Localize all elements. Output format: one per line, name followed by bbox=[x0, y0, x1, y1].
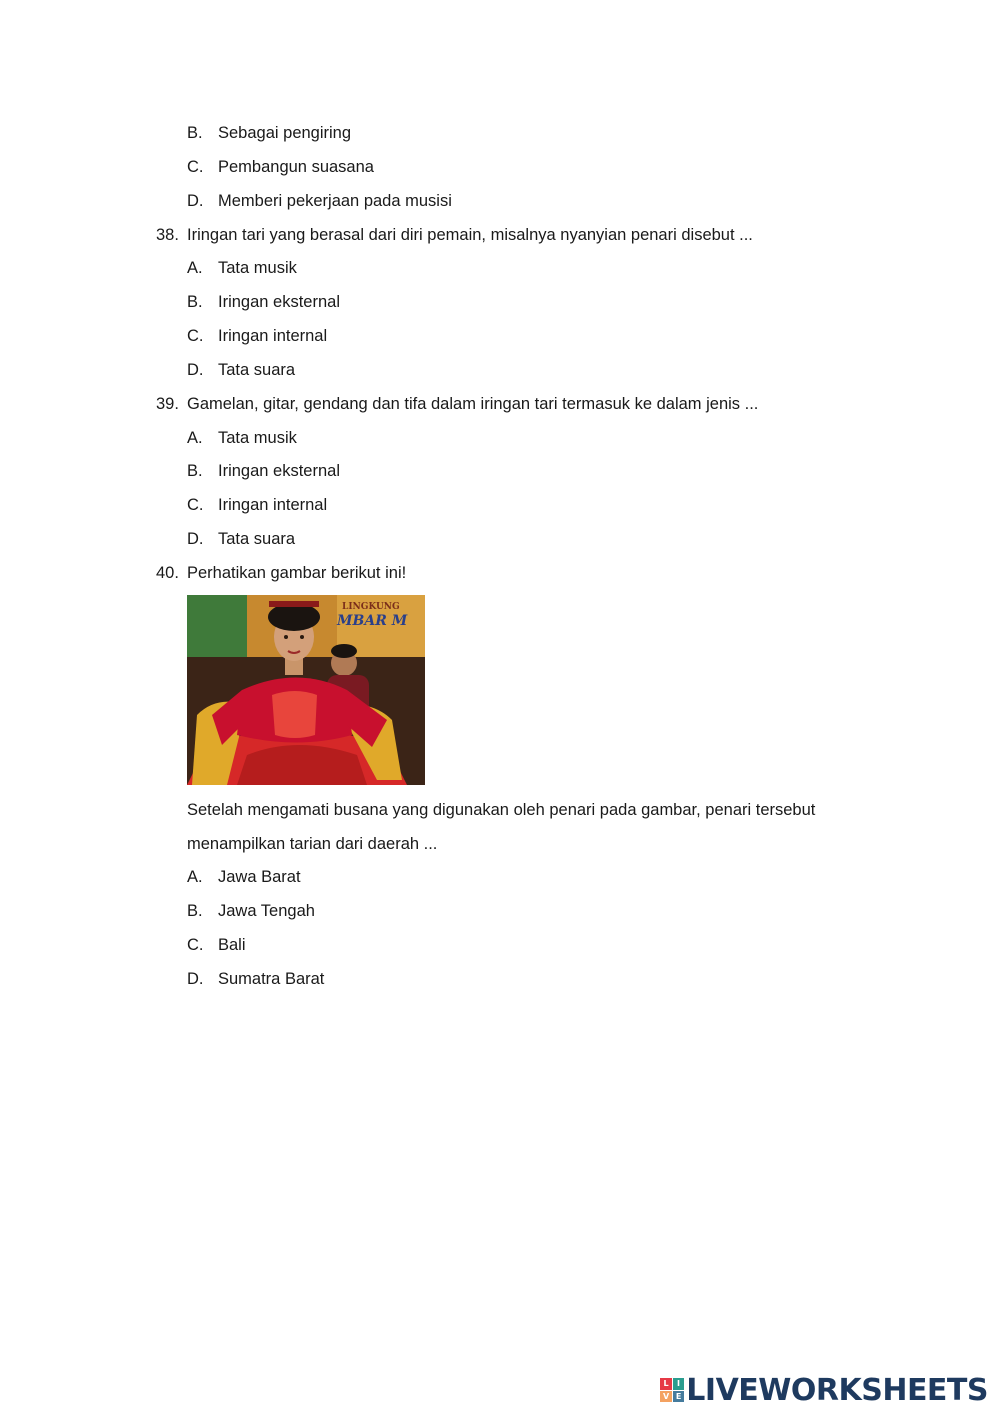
question-number: 38. bbox=[156, 226, 179, 244]
logo-cell: L bbox=[660, 1378, 672, 1390]
logo-cell: I bbox=[673, 1378, 685, 1390]
option-text: Tata suara bbox=[218, 530, 296, 548]
option-text: Jawa Barat bbox=[218, 868, 301, 886]
question-number: 39. bbox=[156, 395, 179, 413]
option-letter: D. bbox=[187, 970, 204, 988]
logo-cell: V bbox=[660, 1391, 672, 1403]
option-letter: C. bbox=[187, 327, 204, 345]
option-text: Memberi pekerjaan pada musisi bbox=[218, 192, 452, 210]
liveworksheets-logo-icon bbox=[660, 1378, 684, 1402]
option-letter: B. bbox=[187, 293, 203, 311]
brand-name: LIVEWORKSHEETS bbox=[686, 1372, 988, 1408]
option-letter: B. bbox=[187, 462, 203, 480]
option-letter: A. bbox=[187, 429, 203, 447]
option-text: Iringan internal bbox=[218, 327, 328, 345]
dancer-photo-illustration bbox=[187, 595, 425, 785]
svg-text:MBAR M: MBAR M bbox=[337, 613, 408, 629]
option-text: Jawa Tengah bbox=[218, 902, 315, 920]
question-number: 40. bbox=[156, 564, 179, 582]
option-text: Iringan eksternal bbox=[218, 293, 340, 311]
option-text: Tata suara bbox=[218, 361, 296, 379]
option-letter: B. bbox=[187, 124, 203, 142]
option-letter: C. bbox=[187, 496, 204, 514]
dancer-photo bbox=[187, 595, 425, 785]
question-text: Gamelan, gitar, gendang dan tifa dalam iringan tari termasuk ke dalam jenis ... bbox=[187, 395, 759, 413]
option-text: Iringan eksternal bbox=[218, 462, 340, 480]
option-letter: C. bbox=[187, 936, 204, 954]
option-letter: D. bbox=[187, 361, 204, 379]
option-text: Tata musik bbox=[218, 429, 297, 447]
question-text: Iringan tari yang berasal dari diri pemain, misalnya nyanyian penari disebut ... bbox=[187, 226, 753, 244]
question-text: menampilkan tarian dari daerah ... bbox=[187, 835, 438, 853]
option-letter: D. bbox=[187, 192, 204, 210]
option-letter: A. bbox=[187, 868, 203, 886]
svg-text:LINGKUNG: LINGKUNG bbox=[342, 602, 400, 612]
option-text: Iringan internal bbox=[218, 496, 328, 514]
question-text: Setelah mengamati busana yang digunakan oleh penari pada gambar, penari tersebut bbox=[187, 801, 816, 819]
option-letter: D. bbox=[187, 530, 204, 548]
option-text: Sumatra Barat bbox=[218, 970, 325, 988]
question-text: Perhatikan gambar berikut ini! bbox=[187, 564, 407, 582]
option-letter: A. bbox=[187, 259, 203, 277]
option-text: Sebagai pengiring bbox=[218, 124, 352, 142]
option-letter: C. bbox=[187, 158, 204, 176]
option-text: Tata musik bbox=[218, 259, 297, 277]
logo-cell: E bbox=[673, 1391, 685, 1403]
liveworksheets-brand[interactable] bbox=[660, 1374, 988, 1406]
option-text: Bali bbox=[218, 936, 246, 954]
option-letter: B. bbox=[187, 902, 203, 920]
option-text: Pembangun suasana bbox=[218, 158, 374, 176]
